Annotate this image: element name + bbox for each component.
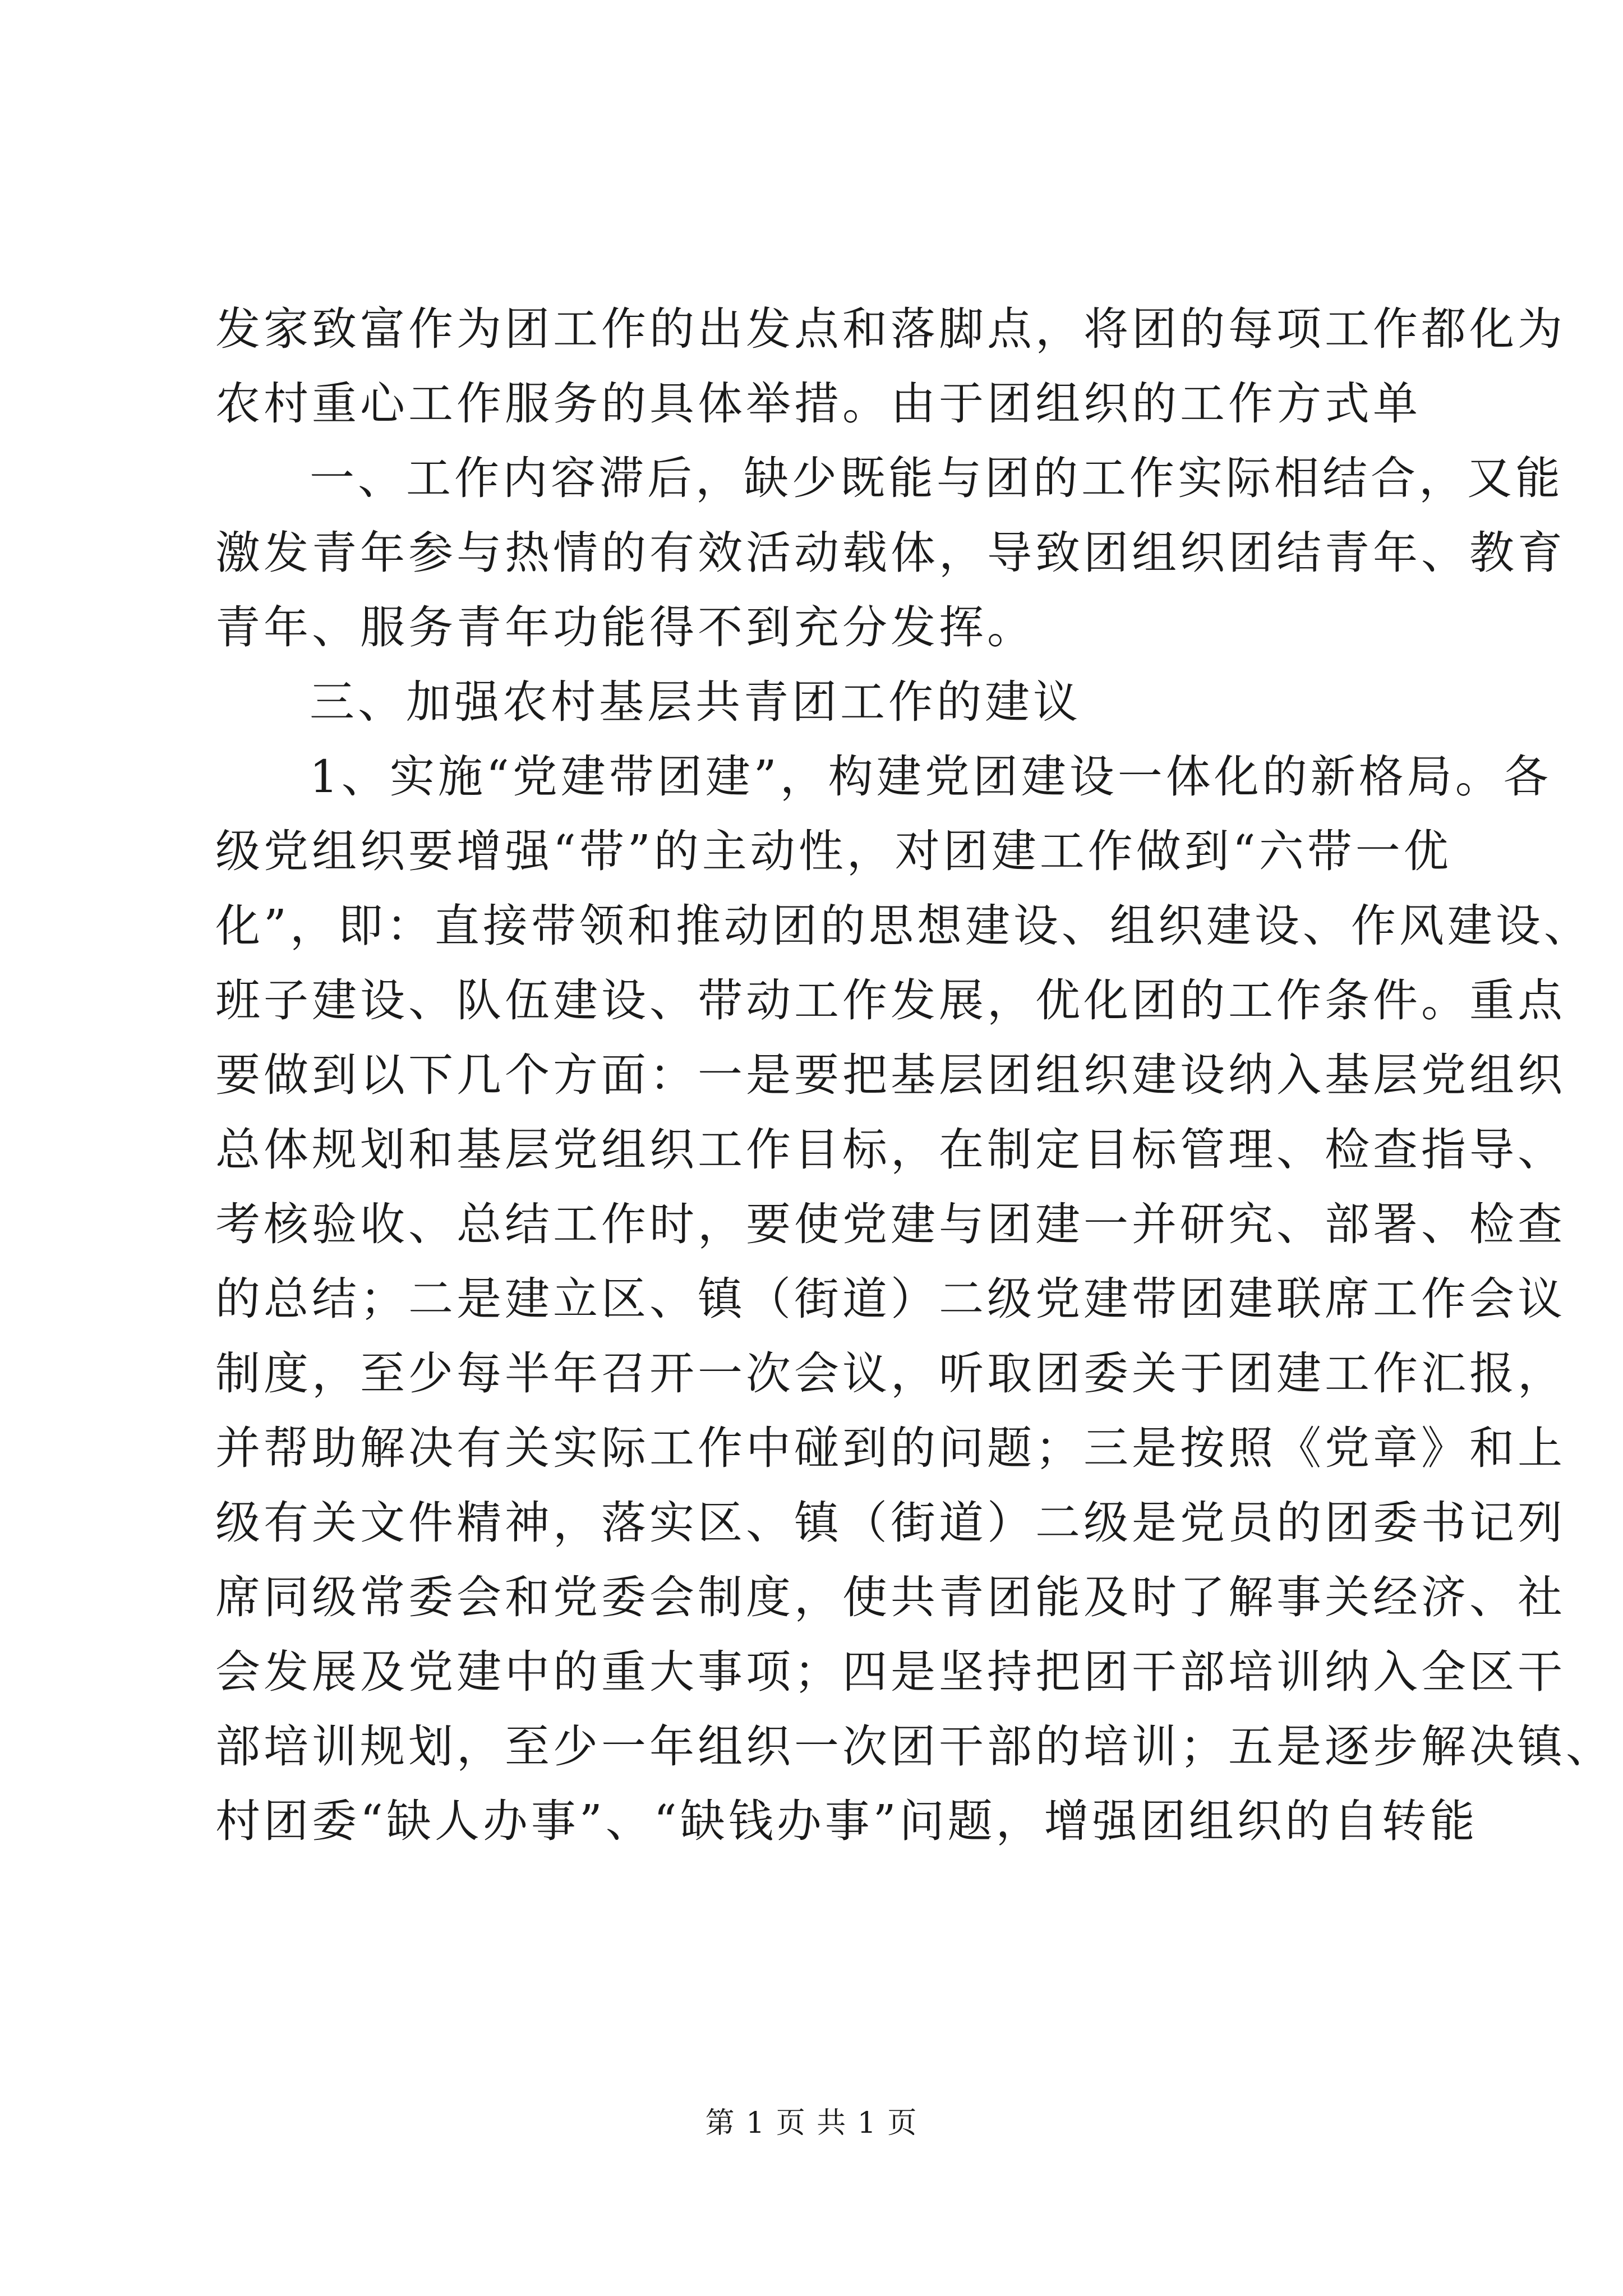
text-line: 级有关文件精神，落实区、镇（街道）二级是党员的团委书记列 [215,1497,1566,1549]
text-line: 总体规划和基层党组织工作目标，在制定目标管理、检查指导、 [215,1124,1566,1176]
text-line: 考核验收、总结工作时，要使党建与团建一并研究、部署、检查 [215,1198,1566,1250]
text-line: 制度，至少每半年召开一次会议，听取团委关于团建工作汇报， [215,1347,1566,1400]
page-footer: 第 1 页 共 1 页 [705,2106,918,2140]
text-line: 席同级常委会和党委会制度，使共青团能及时了解事关经济、社 [215,1571,1566,1623]
text-line: 会发展及党建中的重大事项；四是坚持把团干部培训纳入全区干 [215,1646,1566,1698]
text-line: 并帮助解决有关实际工作中碰到的问题；三是按照《党章》和上 [215,1422,1566,1474]
text-line: 的总结；二是建立区、镇（街道）二级党建带团建联席工作会议 [215,1273,1566,1325]
text-line: 青年、服务青年功能得不到充分发挥。 [215,601,1035,654]
text-line: 村团委“缺人办事”、“缺钱办事”问题，增强团组织的自转能 [215,1795,1478,1847]
text-line: 三、加强农村基层共青团工作的建议 [310,676,1081,728]
text-line: 一、工作内容滞后，缺少既能与团的工作实际相结合，又能 [310,452,1564,504]
text-line: 激发青年参与热情的有效活动载体，导致团组织团结青年、教育 [215,527,1566,579]
text-line: 部培训规划，至少一年组织一次团干部的培训；五是逐步解决镇、 [215,1720,1614,1773]
text-line: 级党组织要增强“带”的主动性，对团建工作做到“六带一优 [215,825,1452,877]
text-line: 化”，即：直接带领和推动团的思想建设、组织建设、作风建设、 [215,900,1592,952]
text-line: 1、实施“党建带团建”，构建党团建设一体化的新格局。各 [310,751,1552,803]
text-line: 农村重心工作服务的具体举措。由于团组织的工作方式单 [215,378,1421,430]
text-line: 班子建设、队伍建设、带动工作发展，优化团的工作条件。重点 [215,974,1566,1027]
text-line: 要做到以下几个方面：一是要把基层团组织建设纳入基层党组织 [215,1049,1566,1101]
document-body [215,292,1614,1858]
text-line: 发家致富作为团工作的出发点和落脚点，将团的每项工作都化为 [215,303,1566,355]
